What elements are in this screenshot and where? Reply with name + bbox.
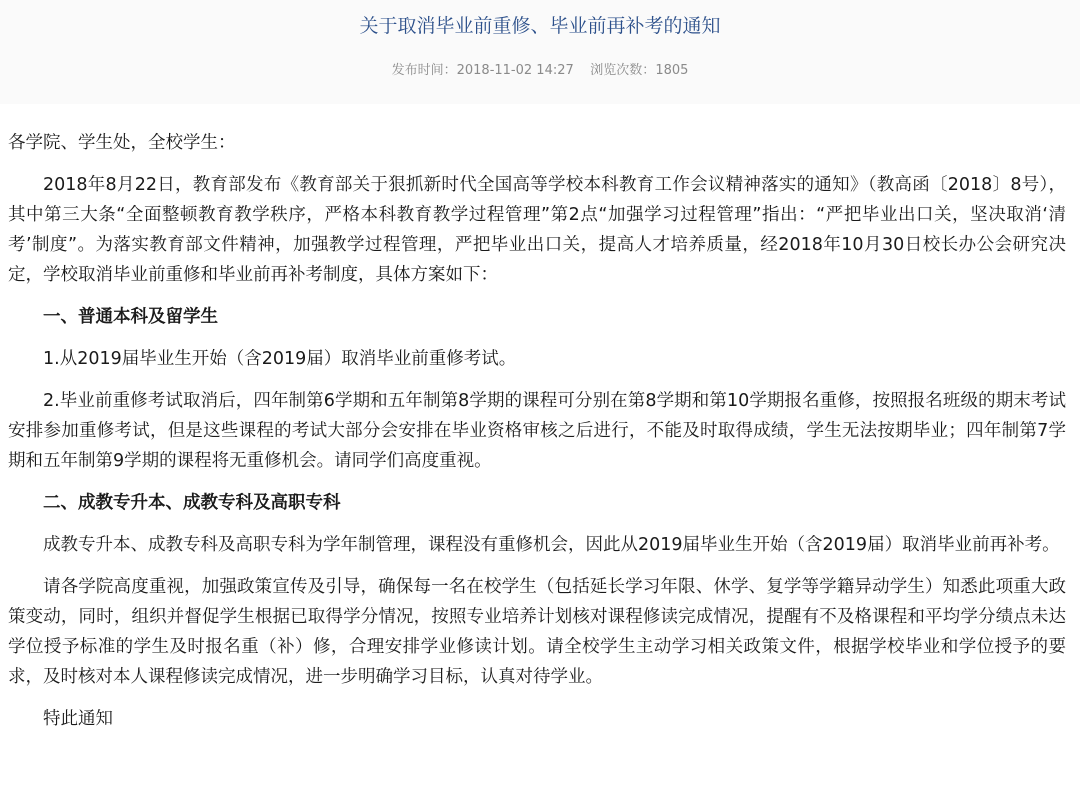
section1-item-2: 2.毕业前重修考试取消后，四年制第6学期和五年制第8学期的课程可分别在第8学期和第10学期报名重修，按照报名班级的期末考试安排参加重修考试，但是这些课程的考试大部分会安排在毕业资格审核之后进行，不能及时取得成绩，学生无法按期毕业；四年制第7学期和五年制第9学期的课程将无重修机会。请同学们高度重视。 [8, 391, 1066, 471]
view-count-value: 1805 [655, 63, 689, 78]
paragraph-request: 请各学院高度重视，加强政策宣传及引导，确保每一名在校学生（包括延长学习年限、休学、复学等学籍异动学生）知悉此项重大政策变动，同时，组织并督促学生根据已取得学分情况，按照专业培养计划核对课程修读完成情况，提醒有不及格课程和平均学分绩点未达学位授予标准的学生及时报名重（补）修，合理安排学业修读计划。请全校学生主动学习相关政策文件，根据学校毕业和学位授予的要求，及时核对本人课程修读完成情况，进一步明确学习目标，认真对待学业。 [8, 577, 1066, 687]
section-heading-adult-vocational: 二、成教专升本、成教专科及高职专科 [43, 493, 341, 513]
section-heading-undergraduate: 一、普通本科及留学生 [43, 307, 218, 327]
publish-time-label: 发布时间： [391, 63, 457, 78]
view-count-label: 浏览次数： [590, 63, 656, 78]
section1-item-1: 1.从2019届毕业生开始（含2019届）取消毕业前重修考试。 [43, 349, 517, 369]
notice-header [0, 0, 1080, 104]
publish-time-value: 2018-11-02 14:27 [456, 63, 574, 78]
paragraph-background: 2018年8月22日，教育部发布《教育部关于狠抓新时代全国高等学校本科教育工作会议精神落实的通知》（教高函〔2018〕8号），其中第三大条“全面整顿教育教学秩序，严格本科教育教学过程管理”第2点“加强学习过程管理”指出：“严把毕业出口关，坚决取消‘清考’制度”。为落实教育部文件精神，加强教学过程管理，严把毕业出口关，提高人才培养质量，经2018年10月30日校长办公会研究决定，学校取消毕业前重修和毕业前再补考制度，具体方案如下： [8, 175, 1066, 285]
section2-text: 成教专升本、成教专科及高职专科为学年制管理，课程没有重修机会，因此从2019届毕业生开始（含2019届）取消毕业前再补考。 [43, 535, 1060, 555]
closing-text: 特此通知 [43, 709, 113, 729]
notice-body [8, 128, 1066, 734]
notice-meta [0, 61, 1080, 81]
notice-title: 关于取消毕业前重修、毕业前再补考的通知 [359, 15, 721, 37]
salutation: 各学院、学生处，全校学生： [8, 133, 236, 153]
